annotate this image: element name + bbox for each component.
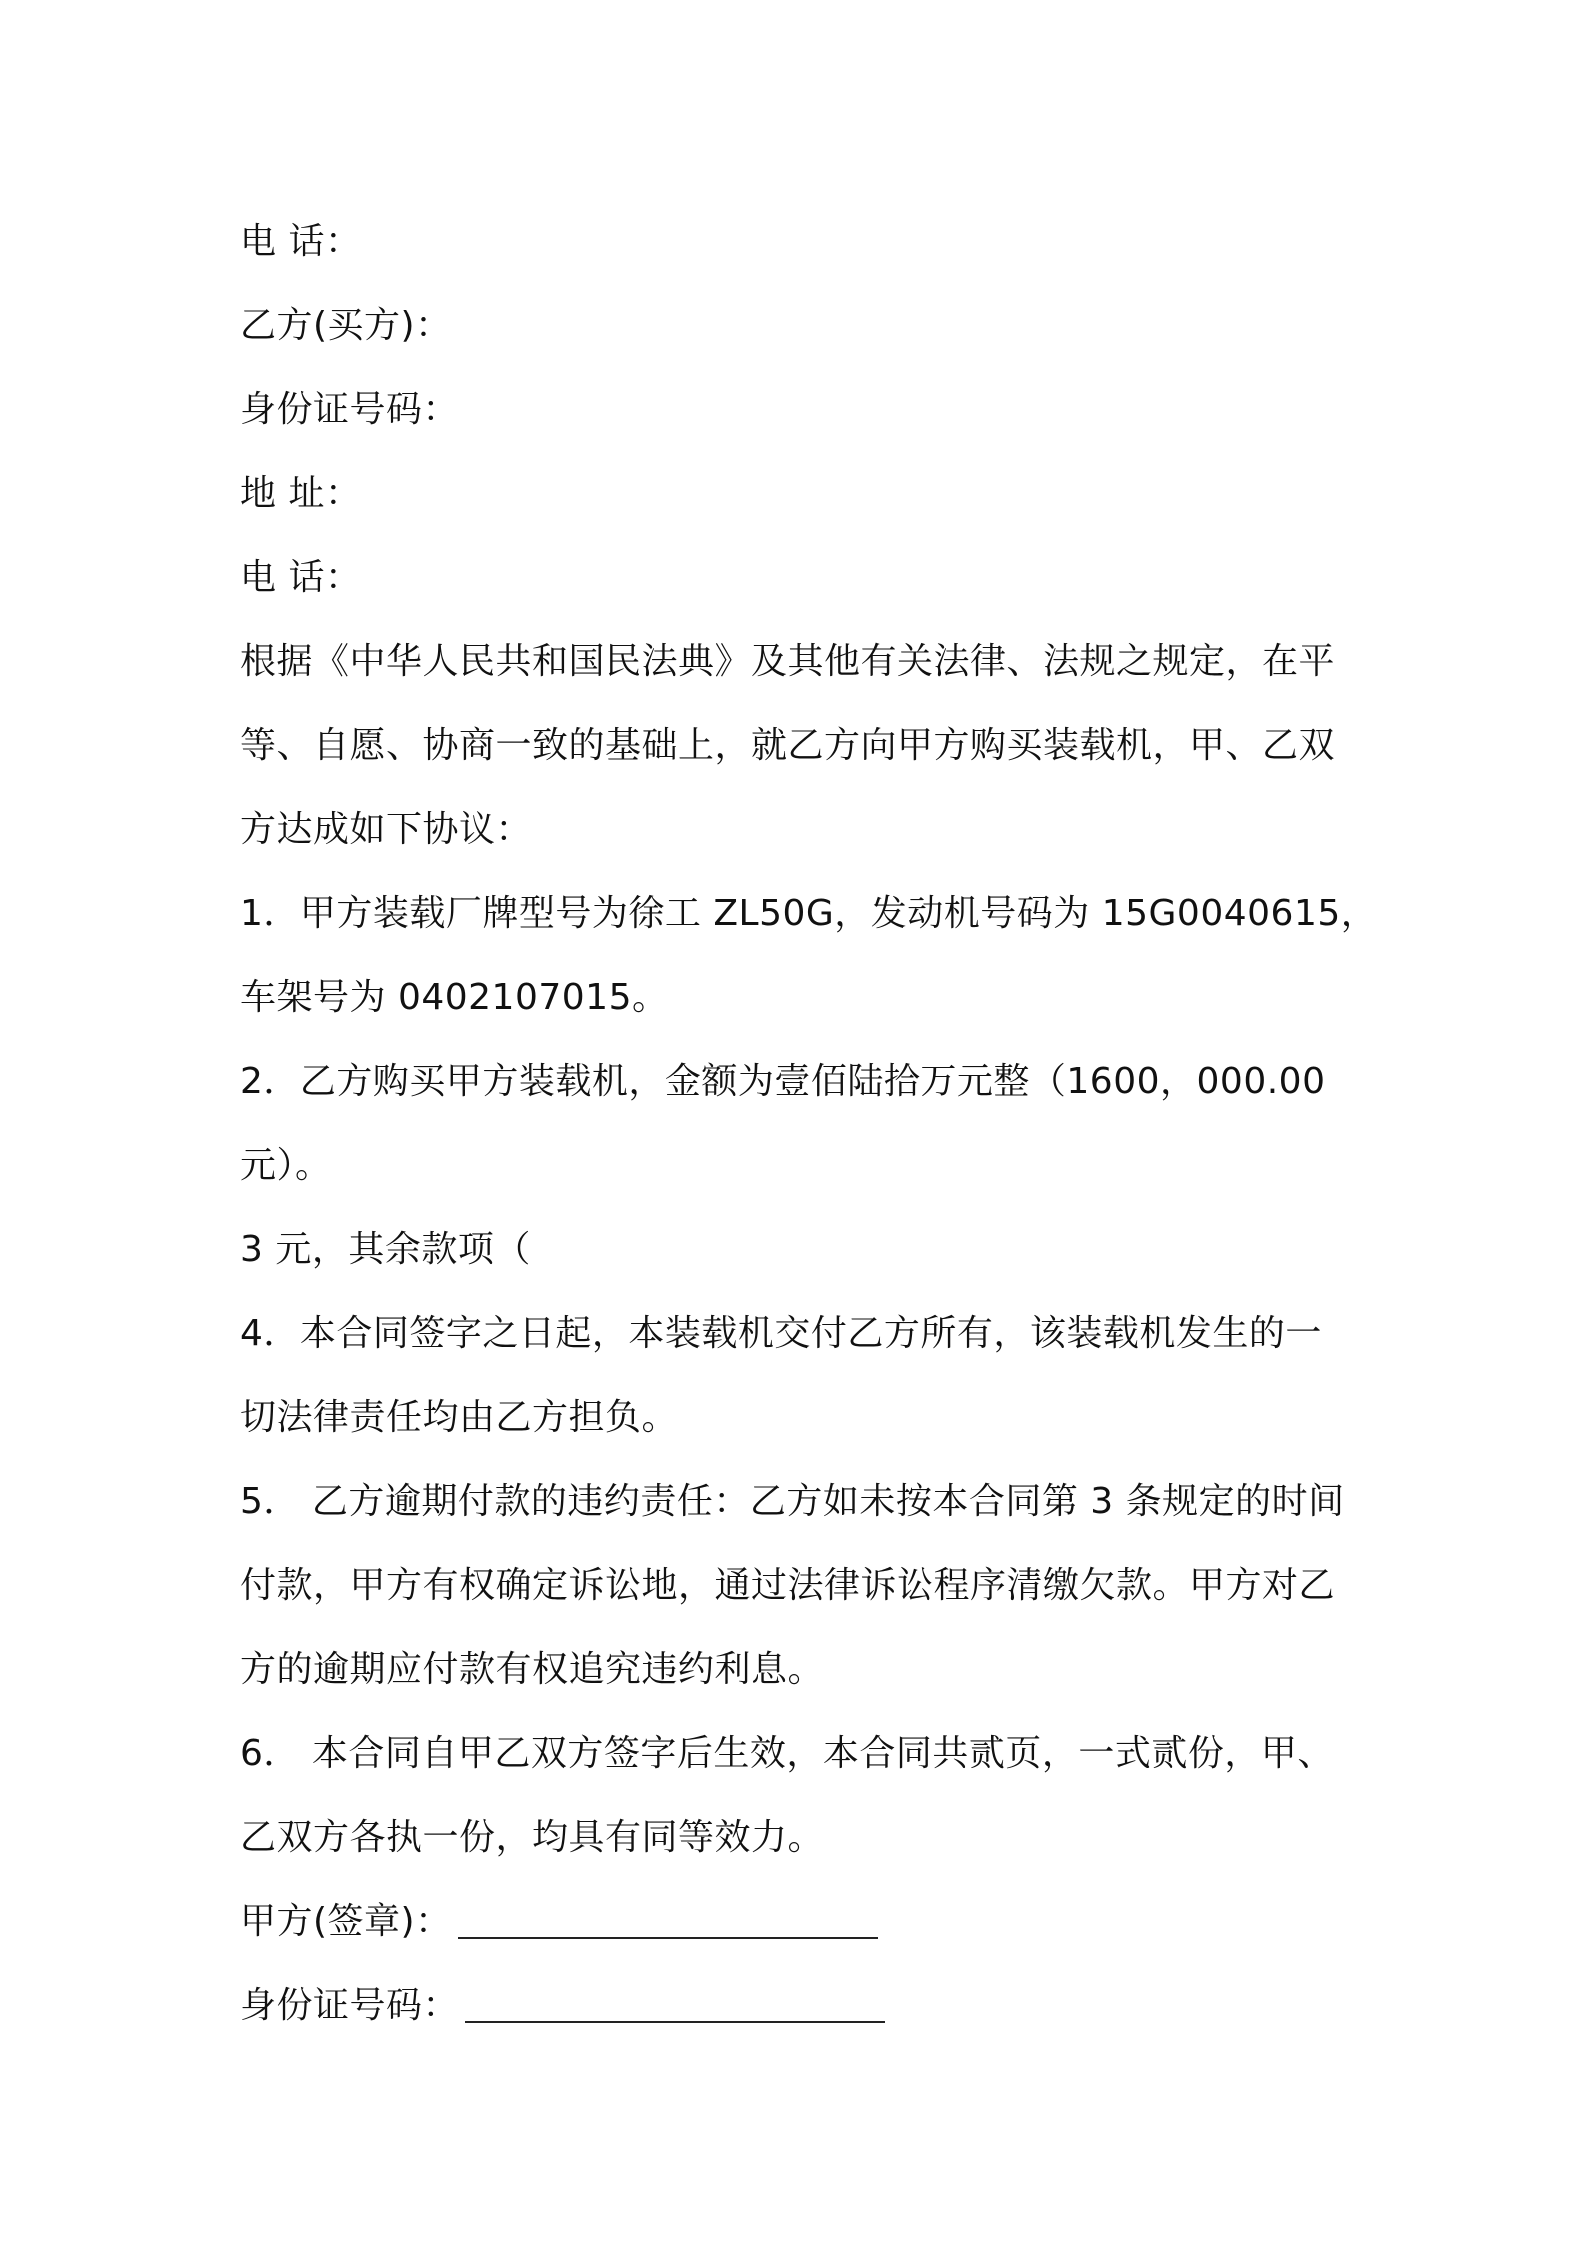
clause-2-line-1: 2．乙方购买甲方装载机，金额为壹佰陆拾万元整（1600，000.00 <box>240 1061 1326 1102</box>
clause-5-line-1: 5． 乙方逾期付款的违约责任：乙方如未按本合同第 3 条规定的时间 <box>240 1481 1345 1522</box>
clause-5-line-2: 付款，甲方有权确定诉讼地，通过法律诉讼程序清缴欠款。甲方对乙 <box>240 1565 1336 1606</box>
clause-3-line-1: 3 元，其余款项（ <box>240 1229 531 1270</box>
clause-4-line-1: 4．本合同签字之日起，本装载机交付乙方所有，该装载机发生的一 <box>240 1313 1322 1354</box>
preamble-line-2: 等、自愿、协商一致的基础上，就乙方向甲方购买装载机，甲、乙双 <box>240 725 1336 766</box>
clause-6-line-1: 6． 本合同自甲乙双方签字后生效，本合同共贰页，一式贰份，甲、 <box>240 1733 1334 1774</box>
id-number-label: 身份证号码： <box>240 389 460 430</box>
preamble-line-1: 根据《中华人民共和国民法典》及其他有关法律、法规之规定，在平 <box>240 641 1336 682</box>
address-label: 地 址： <box>240 473 362 514</box>
contract-body <box>240 200 1378 2048</box>
phone-label-1: 电 话： <box>240 221 362 262</box>
clause-1-line-1: 1．甲方装载厂牌型号为徐工 ZL50G，发动机号码为 15G0040615， <box>240 893 1378 934</box>
party-b-label: 乙方(买方)： <box>240 305 452 346</box>
party-a-signature-blank <box>458 1937 878 1939</box>
clause-5-line-3: 方的逾期应付款有权追究违约利息。 <box>240 1649 825 1690</box>
party-a-signature-row <box>240 1880 1360 1964</box>
id-signature-label: 身份证号码： <box>240 1985 460 2026</box>
preamble-line-3: 方达成如下协议： <box>240 809 533 850</box>
phone-label-2: 电 话： <box>240 557 362 598</box>
id-signature-row <box>240 1964 1360 2048</box>
clause-6-line-2: 乙双方各执一份，均具有同等效力。 <box>240 1817 825 1858</box>
clause-1-line-2: 车架号为 0402107015。 <box>240 977 669 1018</box>
id-signature-blank <box>465 2021 885 2023</box>
clause-2-line-2: 元）。 <box>240 1145 332 1186</box>
party-a-signature-label: 甲方(签章)： <box>240 1901 452 1942</box>
clause-4-line-2: 切法律责任均由乙方担负。 <box>240 1397 679 1438</box>
